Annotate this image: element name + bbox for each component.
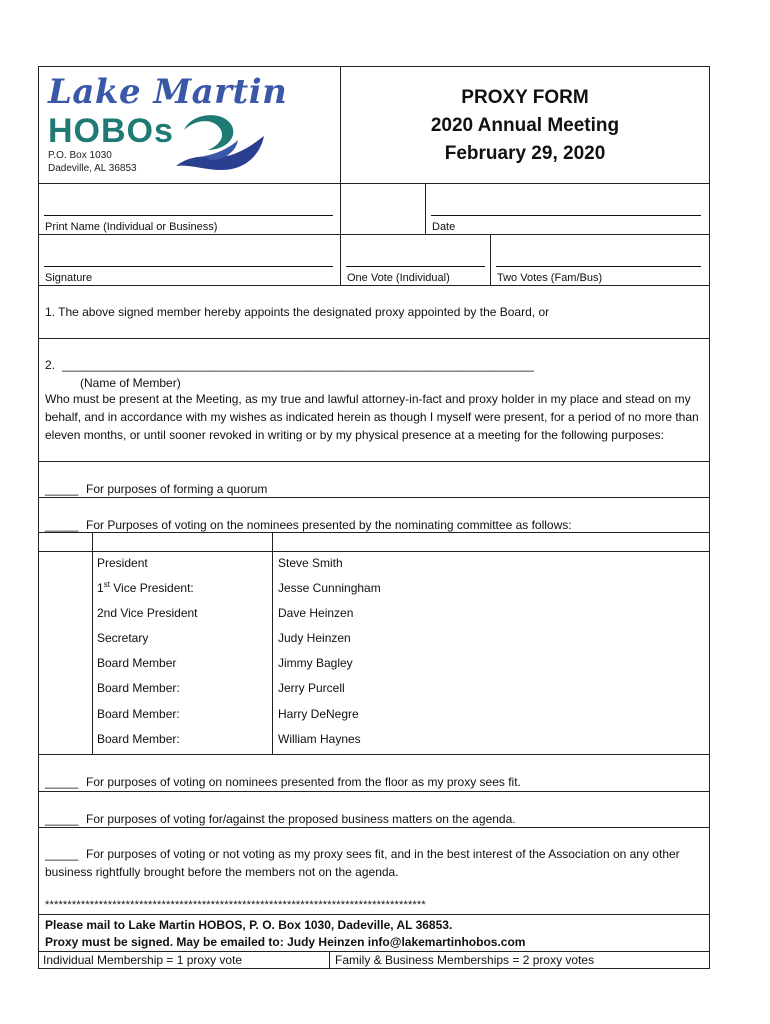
member-name-label: (Name of Member) (80, 376, 181, 390)
two-votes-label: Two Votes (Fam/Bus) (497, 272, 603, 284)
ordinal-number: 1 (97, 581, 104, 595)
table-row-office: President (97, 556, 148, 570)
two-votes-field[interactable] (496, 266, 701, 267)
table-row-name: Harry DeNegre (278, 707, 359, 721)
quorum-text: For purposes of forming a quorum (86, 482, 268, 496)
logo-hobos: HOBOs (48, 112, 174, 150)
form-title: PROXY FORM (461, 87, 589, 108)
star-divider: ************************************************************************************* (45, 899, 426, 911)
table-row-name: Steve Smith (278, 556, 343, 570)
one-vote-label: One Vote (Individual) (347, 272, 450, 284)
option-2-number: 2. (45, 358, 56, 372)
table-row-office: Board Member (97, 656, 177, 670)
nominees-text: For Purposes of voting on the nominees presented by the nominating committee as follows: (86, 518, 572, 532)
table-row-office: Secretary (97, 631, 149, 645)
member-name-blank[interactable]: __________________________________________________________________________ (62, 358, 534, 372)
meeting-title: 2020 Annual Meeting (430, 115, 620, 136)
one-vote-field[interactable] (346, 266, 485, 267)
individual-membership: Individual Membership = 1 proxy vote (43, 953, 243, 967)
table-row-name: William Haynes (278, 732, 361, 746)
quorum-blank[interactable]: _____ (45, 482, 79, 496)
meeting-date: February 29, 2020 (444, 143, 606, 164)
table-row-office: Board Member: (97, 681, 180, 695)
business-text: For purposes of voting for/against the proposed business matters on the agenda. (86, 812, 516, 826)
table-row-name: Jimmy Bagley (278, 656, 353, 670)
print-name-field[interactable] (44, 215, 333, 216)
table-row-name: Dave Heinzen (278, 606, 354, 620)
table-row-office: Board Member: (97, 707, 180, 721)
business-blank[interactable]: _____ (45, 812, 79, 826)
discretion-text (45, 845, 705, 881)
signature-field[interactable] (44, 266, 333, 267)
date-label: Date (432, 221, 456, 233)
option-1-text: 1. The above signed member hereby appoints the designated proxy appointed by the Board, or (45, 305, 550, 319)
date-field[interactable] (431, 215, 701, 216)
table-row-name: Judy Heinzen (278, 631, 351, 645)
table-row-office: Board Member: (97, 732, 180, 746)
discretion-label: For purposes of voting or not voting as my proxy sees fit, and in the best interest of the Association on any other business rightfully brought before the members not on the agenda. (45, 847, 680, 879)
logo-title: Lake Martin (48, 72, 288, 112)
family-membership: Family & Business Memberships = 2 proxy votes (335, 953, 595, 967)
table-row-name: Jesse Cunningham (278, 581, 381, 595)
nominees-blank[interactable]: _____ (45, 518, 79, 532)
option-2-text: Who must be present at the Meeting, as my true and lawful attorney-in-fact and proxy holder in my place and stead on my behalf, and in accordance with my wishes as indicated herein as though I myself were present, for a period of no more than eleven months, or until sooner revoked in writing or by my physical presence at a meeting for the following purposes: (45, 392, 699, 442)
mail-instructions: Please mail to Lake Martin HOBOS, P. O. Box 1030, Dadeville, AL 36853. (45, 918, 453, 932)
office-label: Vice President: (109, 581, 194, 595)
ordinal-suffix: st (103, 580, 110, 589)
wave-icon (174, 110, 266, 174)
floor-text: For purposes of voting on nominees presented from the floor as my proxy sees fit. (86, 775, 521, 789)
logo-address-2: Dadeville, AL 36853 (48, 163, 137, 174)
logo (44, 70, 334, 180)
table-row-name: Jerry Purcell (278, 681, 345, 695)
logo-address-1: P.O. Box 1030 (48, 150, 112, 161)
email-instructions: Proxy must be signed. May be emailed to: Judy Heinzen info@lakemartinhobos.com (45, 935, 526, 949)
table-row-office (97, 580, 194, 596)
signature-label: Signature (45, 272, 93, 284)
print-name-label: Print Name (Individual or Business) (45, 221, 218, 233)
floor-blank[interactable]: _____ (45, 775, 79, 789)
table-row-office: 2nd Vice President (97, 606, 198, 620)
discretion-blank[interactable]: _____ (45, 847, 79, 861)
